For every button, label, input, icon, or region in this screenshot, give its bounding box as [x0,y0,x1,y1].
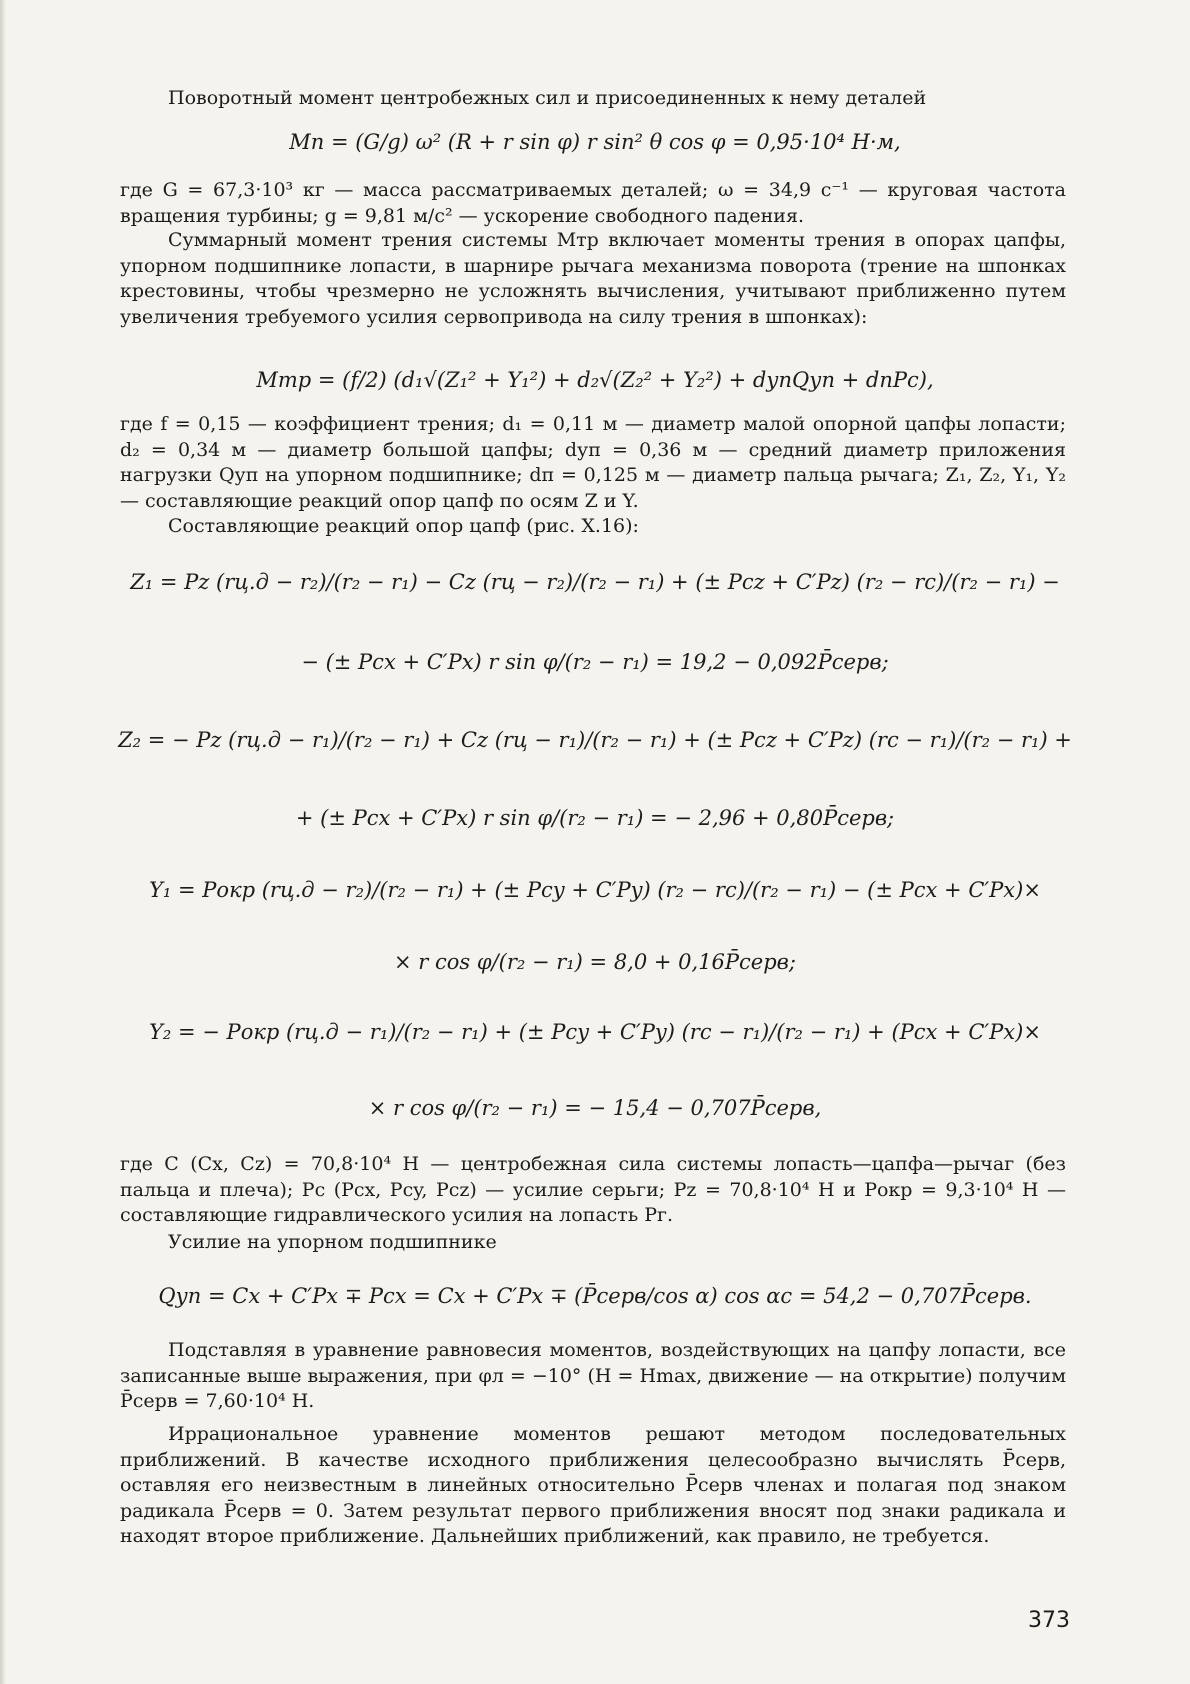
equation-q-up: Qуп = Cx + C′Px ∓ Pсx = Cx + C′Px ∓ (P̄серв/cos α) cos αс = 54,2 − 0,707P̄серв. [158,1284,1032,1308]
paragraph-reaction-components: Составляющие реакций опор цапф (рис. X.16): [168,515,639,537]
equation-z2-line2: + (± Pсx + C′Px) r sin φ/(r₂ − r₁) = − 2,96 + 0,80P̄серв; [295,806,895,830]
equation-y1-line2: × r cos φ/(r₂ − r₁) = 8,0 + 0,16P̄серв; [394,950,796,974]
page-number: 373 [1028,1608,1070,1633]
paragraph-substitution: Подставляя в уравнение равновесия моментов, воздействующих на цапфу лопасти, все записанные выше выражения, при φл = −10° (H = Hmax, движение — на открытие) получим P̄серв = 7,60·10⁴ Н. [120,1339,1066,1412]
equation-y2-line2: × r cos φ/(r₂ − r₁) = − 15,4 − 0,707P̄серв, [368,1096,822,1120]
paragraph-friction-moment: Суммарный момент трения системы Mтр включает моменты трения в опорах цапфы, упорном подшипнике лопасти, в шарнире рычага механизма поворота (трение на шпонках крестовины, чтобы чрезмерно не усложнять вычисления, учитывают приближенно путем увеличения требуемого усилия сервопривода на силу трения в шпонках): [120,229,1066,328]
paragraph-thrust-bearing: Усилие на упорном подшипнике [168,1231,497,1253]
scan-edge [0,0,6,1684]
equation-z1-line1: Z₁ = Pz (rц.д − r₂)/(r₂ − r₁) − Cz (rц − r₂)/(r₂ − r₁) + (± Pсz + C′Pz) (r₂ − rс)/(r₂ − r₁) − [130,570,1060,594]
equation-m-p: Mп = (G/g) ω² (R + r sin φ) r sin² θ cos φ = 0,95·10⁴ Н·м, [289,130,901,154]
equation-y2-line1: Y₂ = − Pокр (rц.д − r₁)/(r₂ − r₁) + (± Pсy + C′Py) (rс − r₁)/(r₂ − r₁) + (Pсx + C′Px)× [149,1020,1041,1044]
paragraph-friction-coefficients: где f = 0,15 — коэффициент трения; d₁ = 0,11 м — диаметр малой опорной цапфы лопасти; d₂ = 0,34 м — диаметр большой цапфы; dуп = 0,36 м — средний диаметр приложения нагрузки Qуп на упорном подшипнике; dп = 0,125 м — диаметр пальца рычага; Z₁, Z₂, Y₁, Y₂ — составляющие реакций опор цапф по осям Z и Y. [120,413,1066,512]
equation-z2-line1: Z₂ = − Pz (rц.д − r₁)/(r₂ − r₁) + Cz (rц − r₁)/(r₂ − r₁) + (± Pсz + C′Pz) (rс − r₁)/(r₂ − r₁) + [118,728,1072,752]
paragraph-rotating-moment: Поворотный момент центробежных сил и присоединенных к нему деталей [168,87,927,109]
equation-z1-line2: − (± Pсx + C′Px) r sin φ/(r₂ − r₁) = 19,2 − 0,092P̄серв; [301,650,889,674]
paragraph-iteration-method: Иррациональное уравнение моментов решают методом последовательных приближений. В качестве исходного приближения целесообразно вычислять P̄серв, оставляя его неизвестным в линейных относительно P̄серв членах и полагая под знаком радикала P̄серв = 0. Затем результат первого приближения вносят под знаки радикала и находят второе приближение. Дальнейших приближений, как правило, не требуется. [120,1423,1066,1547]
equation-y1-line1: Y₁ = Pокр (rц.д − r₂)/(r₂ − r₁) + (± Pсy + C′Py) (r₂ − rс)/(r₂ − r₁) − (± Pсx + C′Px)× [149,878,1041,902]
equation-m-tr: Mтр = (f/2) (d₁√(Z₁² + Y₁²) + d₂√(Z₂² + Y₂²) + dупQуп + dпPс), [256,368,934,392]
paragraph-centrifugal-force: где C (Cx, Cz) = 70,8·10⁴ Н — центробежная сила системы лопасть—цапфа—рычаг (без пальца и плеча); Pс (Pсx, Pсy, Pсz) — усилие серьги; Pz = 70,8·10⁴ Н и Pокр = 9,3·10⁴ Н — составляющие гидравлического усилия на лопасть Pг. [120,1153,1066,1226]
paragraph-mass-definition: где G = 67,3·10³ кг — масса рассматриваемых деталей; ω = 34,9 с⁻¹ — круговая частота вращения турбины; g = 9,81 м/с² — ускорение свободного падения. [120,179,1066,227]
